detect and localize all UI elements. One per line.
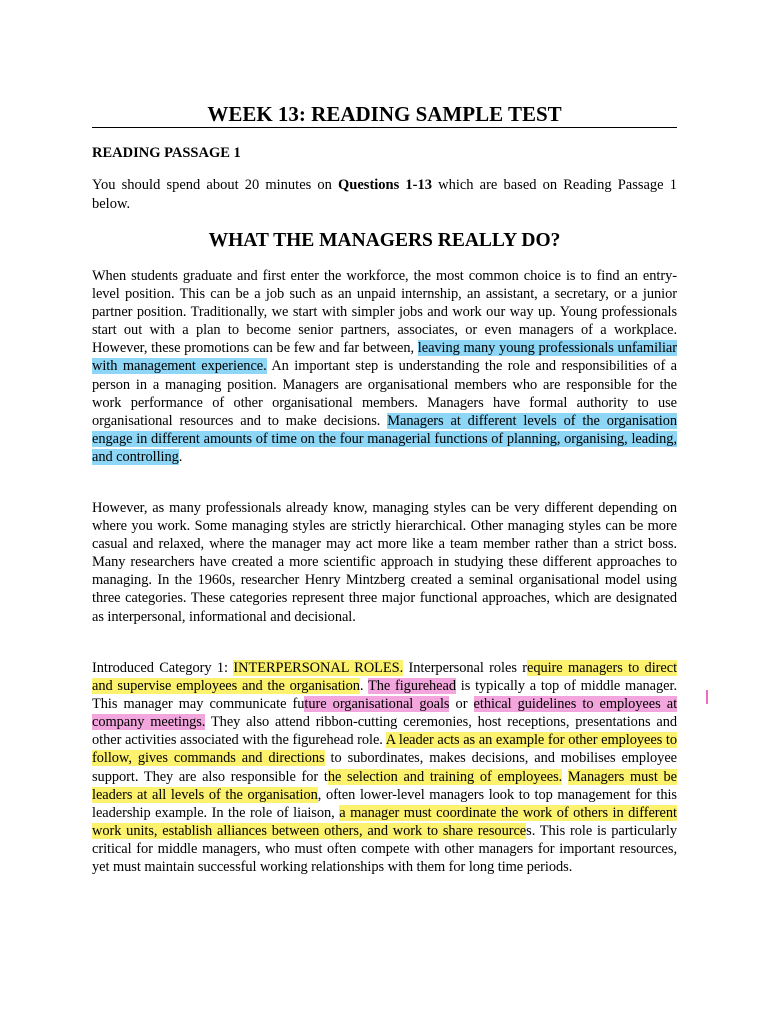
paragraph-text: . bbox=[178, 448, 183, 465]
section-subheading: READING PASSAGE 1 bbox=[92, 145, 241, 161]
page-title: WEEK 13: READING SAMPLE TEST bbox=[207, 102, 562, 126]
instructions-text-start: You should spend about 20 minutes on bbox=[92, 177, 339, 193]
paragraph-text: to subordinates, makes decisions, and mobilises employee support. They are also responsible for t bbox=[92, 750, 677, 785]
instructions-questions-range: Questions 1-13 bbox=[338, 177, 432, 193]
instructions-text bbox=[92, 176, 677, 213]
paragraph-text: . bbox=[359, 678, 368, 695]
paragraph-text: However, as many professionals already know, managing styles can be very different depending on where you work. Some managing styles are strictly hierarchical. Other managing styles can be more casual and relaxed, where the manager may act more like a team member rather than a strict boss. Many researchers have created a more scientific approach in studying these different approaches to managing. In the 1960s, researcher Henry Mintzberg created a seminal organisational model using three categories. These categories represent three major functional approaches, which are designated as interpersonal, informational and decisional. bbox=[92, 500, 677, 625]
highlighted-text-yellow: equire managers to direct and supervise employees and the organisation bbox=[92, 660, 678, 695]
highlighted-text-blue: leaving many young professionals unfamiliar with management experience. bbox=[92, 340, 677, 375]
highlighted-text-pink: ture organisational goals bbox=[304, 696, 450, 713]
passage-title: WHAT THE MANAGERS REALLY DO? bbox=[208, 230, 561, 251]
highlighted-text-yellow: a manager must coordinate the work of others in different work units, establish alliances between others, and work to share resource bbox=[92, 804, 677, 839]
paragraph-text: An important step is understanding the role and responsibilities of a person in a managing position. Managers are organisational members who are responsible for the work performance of other organisational members. Managers have formal authority to use organisational resources and to make decisions. bbox=[92, 358, 677, 429]
highlighted-text-blue: Managers at different levels of the organisation engage in different amounts of time on the four managerial functions of planning, organising, leading, and controlling bbox=[92, 412, 677, 465]
highlighted-text-yellow: A leader acts as an example for other employees to follow, gives commands and directions bbox=[92, 732, 677, 767]
instructions-text-end: which are based on Reading Passage 1 below. bbox=[92, 177, 677, 212]
paragraph-text: or bbox=[449, 696, 474, 713]
paragraph-1 bbox=[92, 267, 677, 466]
paragraph-text: is typically a top of middle manager. This manager may communicate fu bbox=[92, 678, 677, 713]
highlighted-text-yellow: he selection and training of employees. bbox=[327, 768, 563, 785]
paragraph-text: , often lower-level managers look to top management for this leadership example. In the role of liaison, bbox=[92, 786, 677, 821]
highlighted-text-pink: The figurehead bbox=[367, 678, 457, 695]
paragraph-2 bbox=[92, 499, 677, 626]
paragraph-3 bbox=[92, 659, 677, 876]
highlighted-text-yellow: INTERPERSONAL ROLES. bbox=[233, 660, 404, 676]
title-divider bbox=[92, 127, 677, 128]
highlighted-text-pink: ethical guidelines to employees at company meetings. bbox=[92, 696, 678, 731]
paragraph-text: They also attend ribbon-cutting ceremonies, host receptions, presentations and other activities associated with the figurehead role. bbox=[92, 714, 677, 749]
paragraph-text: When students graduate and first enter the workforce, the most common choice is to find an entry-level position. This can be a job such as an unpaid internship, an assistant, a secretary, or a junior partner position. Traditionally, we start with simpler jobs and work our way up. Young professionals start out with a plan to become senior partners, associates, or even managers of a workplace. However, these promotions can be few and far between, bbox=[92, 268, 677, 357]
margin-annotation-mark bbox=[706, 690, 708, 704]
paragraph-text: s. This role is particularly critical for middle managers, who must often compete with other managers for important resources, yet must maintain successful working relationships with them for long time periods. bbox=[92, 822, 678, 876]
highlighted-text-yellow: Managers must be leaders at all levels of the organisation bbox=[92, 768, 677, 803]
paragraph-text: Introduced Category 1: bbox=[92, 660, 234, 676]
paragraph-text: Interpersonal roles r bbox=[403, 660, 527, 676]
